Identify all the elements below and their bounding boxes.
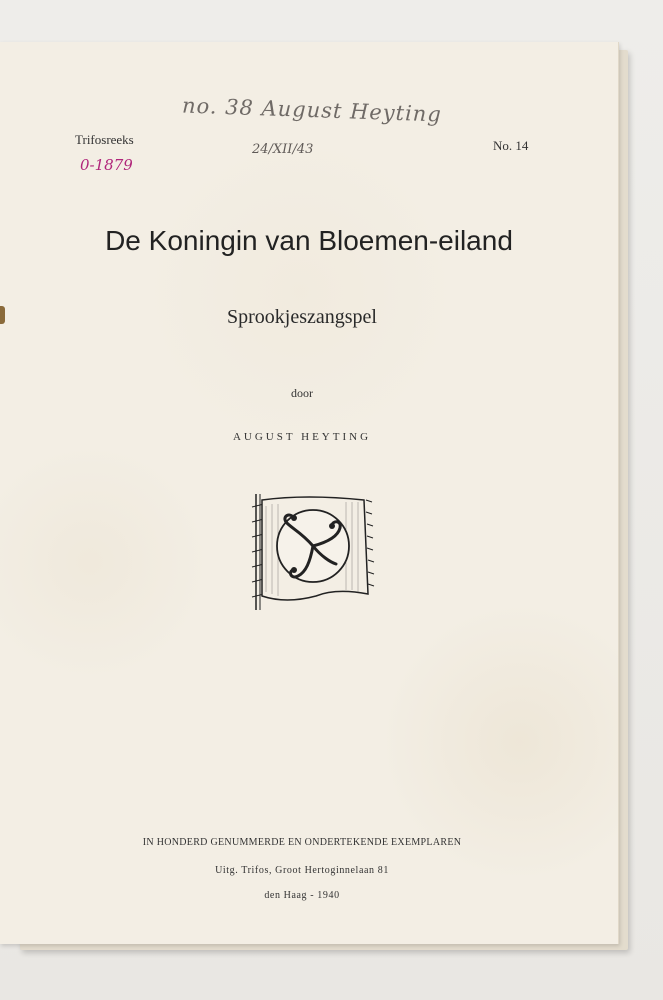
trifos-emblem-icon [246, 492, 376, 612]
series-name: Trifosreeks [75, 132, 134, 147]
handwritten-date: 24/XII/43 [252, 142, 314, 157]
book-subtitle: Sprookjeszangspel [227, 306, 377, 328]
handwritten-inscription: no. 38 August Heyting [181, 93, 443, 127]
publication-place-year: den Haag - 1940 [264, 890, 340, 901]
edition-note: IN HONDERD GENUMMERDE EN ONDERTEKENDE EXEMPLAREN [142, 837, 462, 848]
series-number: No. 14 [493, 138, 529, 153]
publisher-address: Uitg. Trifos, Groot Hertoginnelaan 81 [215, 865, 389, 876]
book-title: De Koningin van Bloemen-eiland [105, 225, 513, 256]
by-line: door [291, 386, 313, 400]
catalog-number: 0-1879 [80, 156, 133, 174]
author-name: AUGUST HEYTING [232, 431, 372, 443]
title-page [0, 42, 619, 944]
